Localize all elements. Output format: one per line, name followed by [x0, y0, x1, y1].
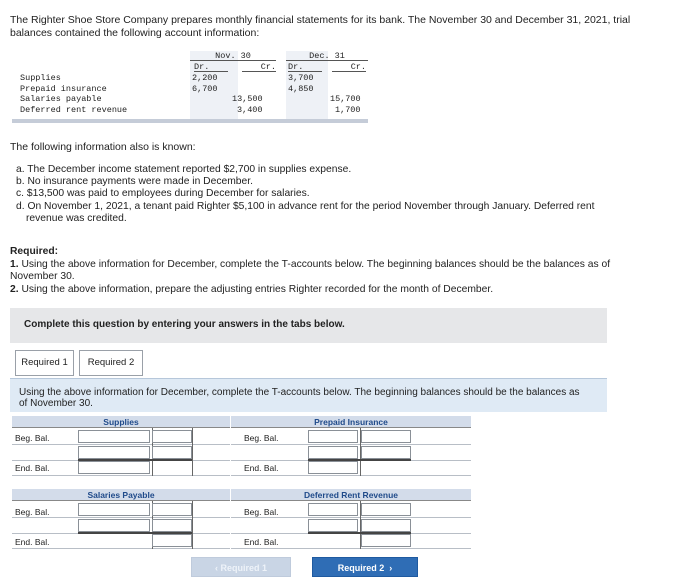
prev-tab-label: Required 1: [220, 563, 267, 573]
supplies-credit-input[interactable]: [152, 446, 192, 459]
tb-cell-nov-cr: 13,500: [232, 94, 263, 104]
tb-sub-dec-cr: Cr.: [332, 62, 366, 72]
tab-required-1[interactable]: Required 1: [15, 350, 74, 376]
deferred-rent-debit-input[interactable]: [308, 519, 358, 532]
salaries-payable-credit-input[interactable]: [152, 503, 192, 516]
chevron-left-icon: ‹: [214, 563, 221, 573]
tb-cell-nov-cr: 3,400: [237, 104, 263, 115]
required-heading: Required:: [10, 246, 59, 257]
tb-row-account: Supplies: [20, 73, 61, 83]
intro-text: The Righter Shoe Store Company prepares monthly financial statements for its bank. The November 30 and December 31, 2021, trial balances contained the following account information:: [10, 14, 631, 39]
tb-sub-nov-dr: Dr.: [194, 62, 228, 72]
t-account-title: Deferred Rent Revenue: [231, 489, 471, 501]
tb-sub-nov-cr: Cr.: [242, 62, 276, 72]
banner-text: Complete this question by entering your answers in the tabs below.: [24, 319, 345, 330]
next-tab-label: Required 2: [337, 563, 385, 573]
tb-cell-dec-cr: 15,700: [330, 94, 361, 104]
question-panel: [10, 378, 607, 412]
beg-bal-label: Beg. Bal.: [15, 433, 50, 443]
list-item: b. No insurance payments were made in December.: [16, 176, 253, 188]
supplies-debit-input[interactable]: [78, 446, 150, 459]
required-item-2: Using the above information, prepare the adjusting entries Righter recorded for the month of December.: [18, 283, 494, 295]
deferred-rent-debit-input[interactable]: [308, 503, 358, 516]
list-item: a. The December income statement reported $2,700 in supplies expense.: [16, 164, 352, 175]
t-account-prepaid-insurance: [231, 416, 471, 476]
t-account-title: Supplies: [12, 416, 230, 428]
supplies-credit-input[interactable]: [152, 430, 192, 443]
tb-cell-dec-dr: 3,700: [288, 73, 314, 83]
tb-row-account: Deferred rent revenue: [20, 104, 128, 115]
supplies-end-balance-input[interactable]: [78, 461, 150, 474]
required-item-1: Using the above information for December, complete the T-accounts below. The beginning balances should be the balances as of November 30.: [10, 258, 611, 282]
tab-required-2[interactable]: Required 2: [79, 350, 143, 376]
tb-cell-nov-dr: 6,700: [192, 83, 218, 94]
deferred-rent-credit-input[interactable]: [361, 519, 411, 532]
t-account-supplies: [12, 416, 230, 476]
trial-balance-table: [12, 51, 368, 123]
supplies-debit-input[interactable]: [78, 430, 150, 443]
required-item-number: 2.: [10, 283, 19, 295]
prepaid-insurance-credit-input[interactable]: [361, 446, 411, 459]
t-account-title: Prepaid Insurance: [231, 416, 471, 428]
t-account-title: Salaries Payable: [12, 489, 230, 501]
deferred-rent-credit-input[interactable]: [361, 503, 411, 516]
question-text: Using the above information for December, complete the T-accounts below. The beginning balances should be the balances as of November 30.: [19, 387, 580, 409]
instruction-banner: [10, 308, 607, 343]
deferred-rent-end-balance-input[interactable]: [361, 534, 411, 547]
beg-bal-label: Beg. Bal.: [244, 433, 279, 443]
prepaid-insurance-debit-input[interactable]: [308, 446, 358, 459]
salaries-payable-end-balance-input[interactable]: [152, 534, 192, 547]
prev-tab-button[interactable]: [191, 557, 291, 577]
end-bal-label: End. Bal.: [244, 463, 279, 473]
tb-cell-dec-dr: 4,850: [288, 83, 314, 94]
chevron-right-icon: ›: [384, 563, 393, 573]
end-bal-label: End. Bal.: [15, 463, 50, 473]
t-account-salaries-payable: [12, 489, 230, 549]
list-item: c. $13,500 was paid to employees during December for salaries.: [16, 188, 310, 200]
prepaid-insurance-debit-input[interactable]: [308, 430, 358, 443]
required-item-number: 1.: [10, 258, 19, 270]
known-items-list: [16, 164, 636, 225]
salaries-payable-debit-input[interactable]: [78, 503, 150, 516]
tb-cell-nov-dr: 2,200: [192, 73, 218, 83]
next-tab-button[interactable]: [312, 557, 418, 577]
list-item: revenue was credited.: [26, 212, 127, 224]
end-bal-label: End. Bal.: [15, 537, 50, 547]
salaries-payable-debit-input[interactable]: [78, 519, 150, 532]
prepaid-insurance-credit-input[interactable]: [361, 430, 411, 443]
list-item: d. On November 1, 2021, a tenant paid Righter $5,100 in advance rent for the period November through January. Deferred rent: [16, 200, 595, 212]
prepaid-insurance-end-balance-input[interactable]: [308, 461, 358, 474]
tb-header-dec: Dec. 31: [286, 51, 368, 61]
beg-bal-label: Beg. Bal.: [244, 507, 279, 517]
known-heading: The following information also is known:: [10, 141, 196, 153]
tb-row-account: Salaries payable: [20, 94, 102, 104]
required-section: [10, 246, 620, 296]
tb-row-account: Prepaid insurance: [20, 83, 107, 94]
beg-bal-label: Beg. Bal.: [15, 507, 50, 517]
t-account-deferred-rent-revenue: [231, 489, 471, 549]
salaries-payable-credit-input[interactable]: [152, 519, 192, 532]
tb-sub-dec-dr: Dr.: [288, 62, 322, 72]
tb-header-nov: Nov. 30: [190, 51, 276, 61]
tb-cell-dec-cr: 1,700: [335, 104, 361, 115]
end-bal-label: End. Bal.: [244, 537, 279, 547]
